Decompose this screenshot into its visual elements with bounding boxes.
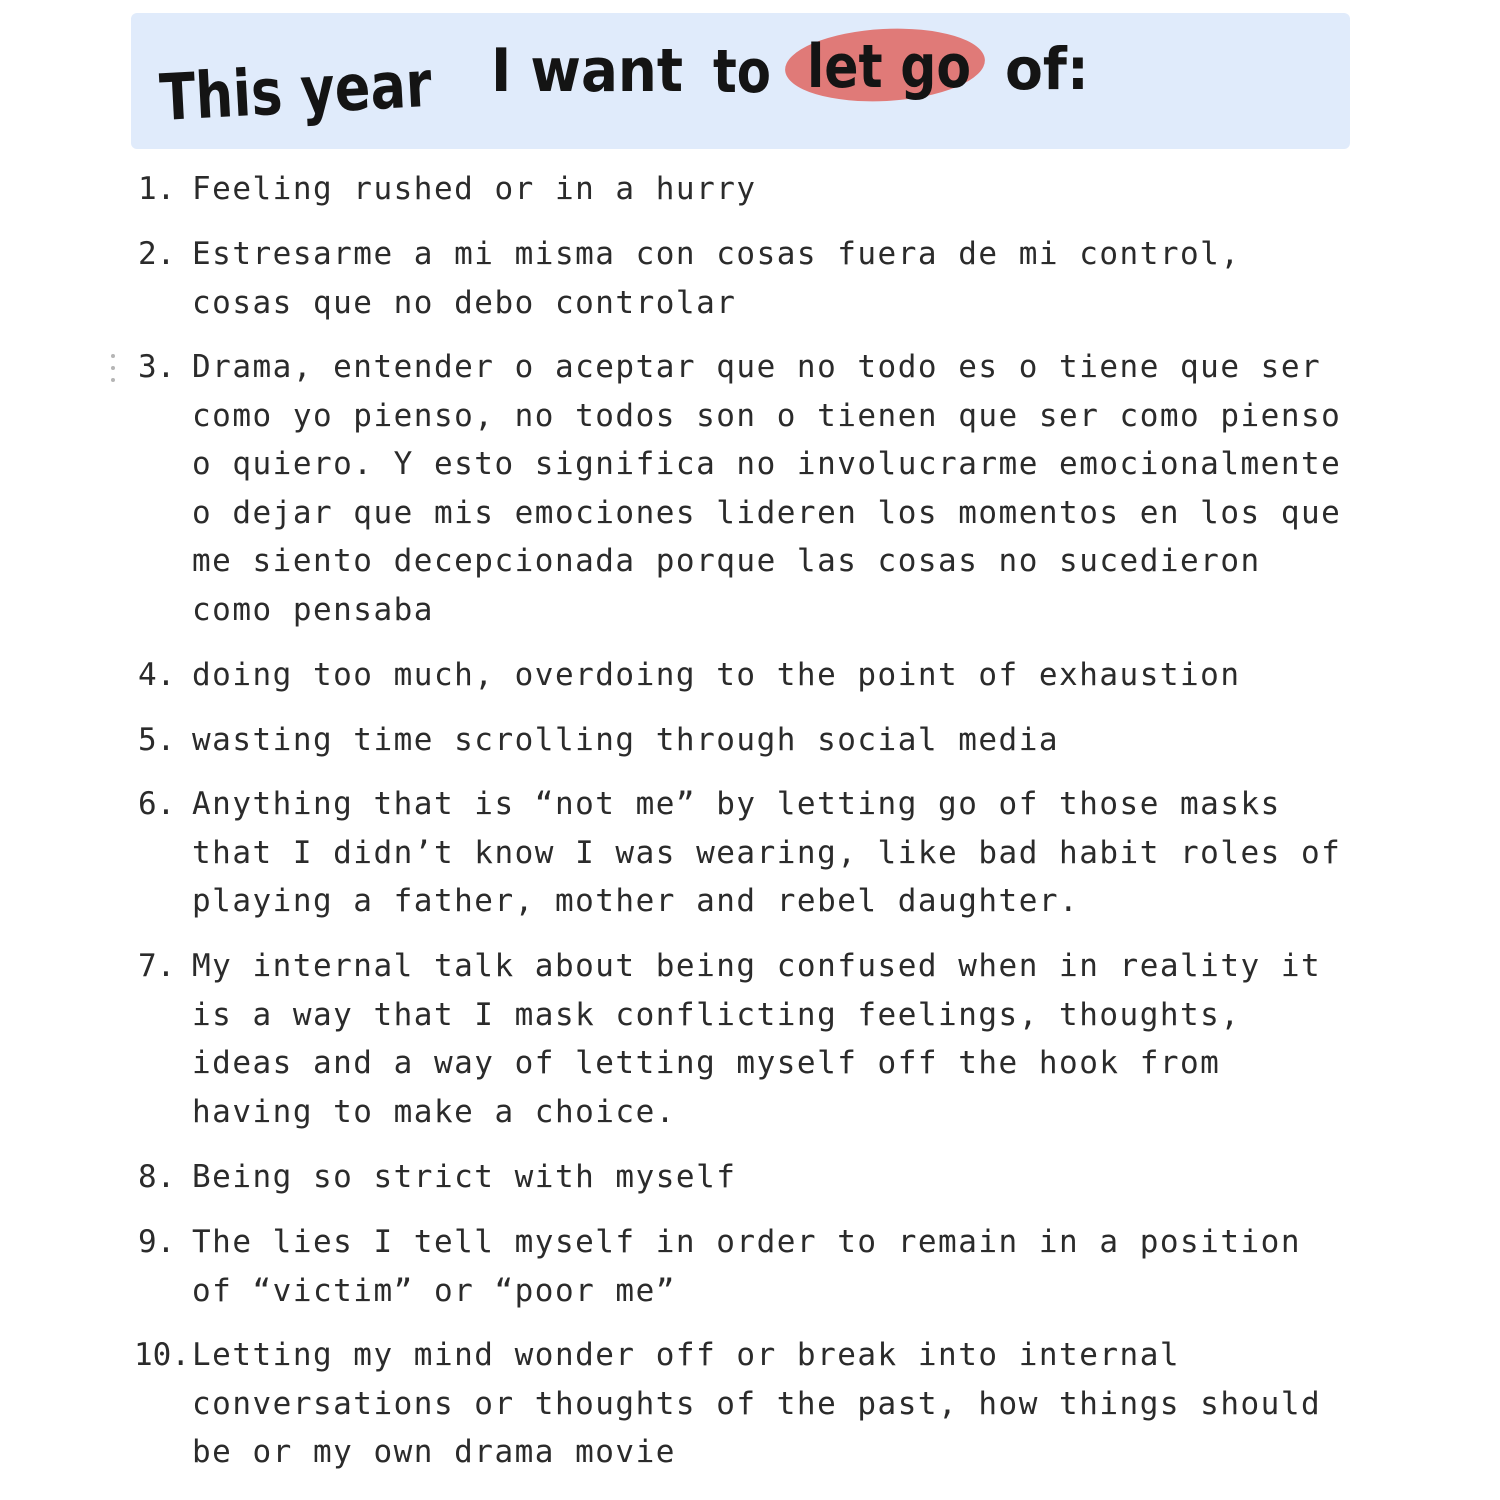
list-item-number: 4. [138, 657, 176, 693]
list-item-text: doing too much, overdoing to the point of exhaustion [192, 657, 1241, 693]
list-item-number: 9. [138, 1224, 176, 1260]
list-item-number: 7. [138, 948, 176, 984]
title-part-to: to [713, 37, 771, 107]
title-part-let-go: let go [807, 32, 971, 102]
list-item-text: Estresarme a mi misma con cosas fuera de mi control, cosas que no debo controlar [192, 236, 1241, 321]
list-item-text: My internal talk about being confused when in reality it is a way that I mask conflicting feelings, thoughts, ideas and a way of letting myself off the hook from having to make a choice. [192, 948, 1322, 1130]
list-item-text: wasting time scrolling through social media [192, 722, 1060, 758]
list-item-text: Anything that is “not me” by letting go of those masks that I didn’t know I was wearing, like bad habit roles of playing a father, mother and rebel daughter. [192, 786, 1342, 920]
list-item-number: 8. [138, 1159, 176, 1195]
list-item-number: 2. [138, 236, 176, 272]
list-item-text: Feeling rushed or in a hurry [192, 171, 757, 207]
list-item-text: Being so strict with myself [192, 1159, 737, 1195]
list-item-number: 1. [138, 171, 176, 207]
list-item-number: 3. [138, 349, 176, 385]
list-item-number: 6. [138, 786, 176, 822]
title-part-i-want: I want [491, 36, 683, 106]
list-item-text: Drama, entender o aceptar que no todo es o tiene que ser como yo pienso, no todos son o tienen que ser como pienso o quiero. Y esto significa no involucrarme emocionalmente o dejar que mis emociones lideren los momentos en los que me siento decepcionada porque las cosas no sucedieron como pensaba [192, 349, 1342, 628]
title-part-of: of: [1005, 35, 1089, 103]
list-item-text: Letting my mind wonder off or break into internal conversations or thoughts of the past, how things should be or my own drama movie [192, 1337, 1322, 1471]
title-part-this-year: This year [157, 44, 493, 136]
list-item-text: The lies I tell myself in order to remain in a position of “victim” or “poor me” [192, 1224, 1301, 1309]
list-item-number: 10. [134, 1337, 190, 1373]
list-item-number: 5. [138, 722, 176, 758]
